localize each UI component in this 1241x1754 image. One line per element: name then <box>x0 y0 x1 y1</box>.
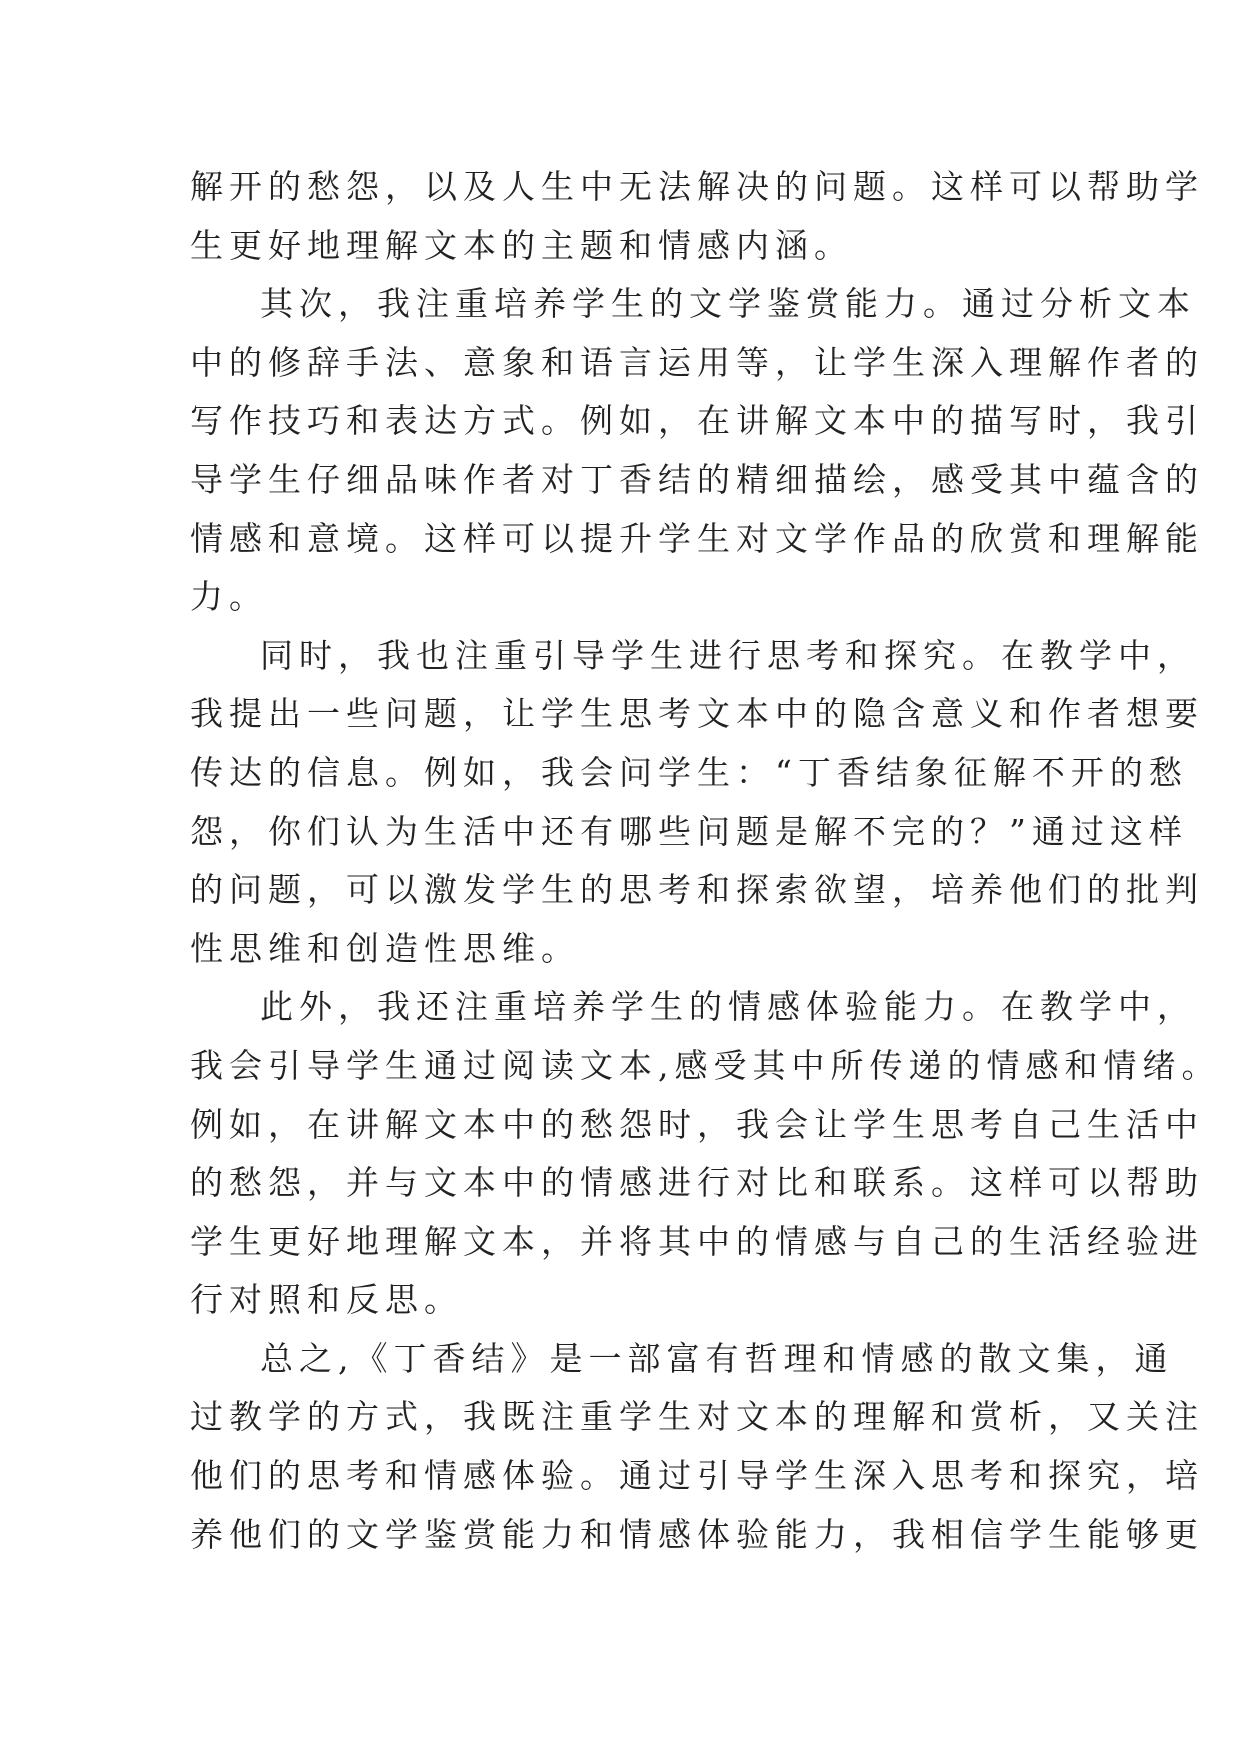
text-line: 力。 <box>190 577 268 617</box>
text-line: 其 次 ， 我 注 重 培 养 学 生 的 文 学 鉴 赏 能 力 。 通 过 分 析 文 本 <box>260 284 1196 324</box>
text-line: 例 如 ， 在 讲 解 文 本 中 的 愁 怨 时 ， 我 会 让 学 生 思 考 自 己 生 活 中 <box>190 1104 1204 1144</box>
paragraph <box>190 1330 1204 1564</box>
text-line: 的 问 题 ， 可 以 激 发 学 生 的 思 考 和 探 索 欲 望 ， 培 养 他 们 的 批 判 <box>190 870 1204 910</box>
paragraph <box>190 275 1204 627</box>
text-line: 同 时 ， 我 也 注 重 引 导 学 生 进 行 思 考 和 探 究 。 在 教 学 中 ， <box>260 635 1196 675</box>
text-line: 养 他 们 的 文 学 鉴 赏 能 力 和 情 感 体 验 能 力 ， 我 相 信 学 生 能 够 更 <box>190 1514 1204 1554</box>
text-line: 传 达 的 信 息 。 例 如 ， 我 会 问 学 生 ： “ 丁 香 结 象 征 解 不 开 的 愁 <box>190 752 1188 792</box>
text-line: 怨 ， 你 们 认 为 生 活 中 还 有 哪 些 问 题 是 解 不 完 的 ？ ” 通 过 这 样 <box>190 811 1188 851</box>
text-line: 写 作 技 巧 和 表 达 方 式 。 例 如 ， 在 讲 解 文 本 中 的 描 写 时 ， 我 引 <box>190 401 1204 441</box>
text-line: 过 教 学 的 方 式 ， 我 既 注 重 学 生 对 文 本 的 理 解 和 赏 析 ， 又 关 注 <box>190 1397 1204 1437</box>
text-line: 性思维和创造性思维。 <box>190 928 580 968</box>
text-line: 他 们 的 思 考 和 情 感 体 验 。 通 过 引 导 学 生 深 入 思 考 和 探 究 ， 培 <box>190 1456 1204 1496</box>
text-line: 情 感 和 意 境 。 这 样 可 以 提 升 学 生 对 文 学 作 品 的 欣 赏 和 理 解 能 <box>190 518 1204 558</box>
paragraph <box>190 158 1204 275</box>
text-line: 导 学 生 仔 细 品 味 作 者 对 丁 香 结 的 精 细 描 绘 ， 感 受 其 中 蕴 含 的 <box>190 459 1204 499</box>
body-text <box>190 158 1221 1564</box>
paragraph <box>190 978 1221 1330</box>
text-line: 总 之 , 《 丁 香 结 》 是 一 部 富 有 哲 理 和 情 感 的 散 文 集 ， 通 <box>260 1338 1174 1378</box>
text-line: 的 愁 怨 ， 并 与 文 本 中 的 情 感 进 行 对 比 和 联 系 。 这 样 可 以 帮 助 <box>190 1163 1204 1203</box>
text-line: 中 的 修 辞 手 法 、 意 象 和 语 言 运 用 等 ， 让 学 生 深 入 理 解 作 者 的 <box>190 342 1204 382</box>
text-line: 解 开 的 愁 怨 ， 以 及 人 生 中 无 法 解 决 的 问 题 。 这 样 可 以 帮 助 学 <box>190 167 1204 206</box>
text-line: 学 生 更 好 地 理 解 文 本 ， 并 将 其 中 的 情 感 与 自 己 的 生 活 经 验 进 <box>190 1221 1204 1261</box>
text-line: 行对照和反思。 <box>190 1280 463 1320</box>
text-line: 我 提 出 一 些 问 题 ， 让 学 生 思 考 文 本 中 的 隐 含 意 义 和 作 者 想 要 <box>190 694 1204 734</box>
text-line: 生更好地理解文本的主题和情感内涵。 <box>190 225 853 265</box>
text-line: 我 会 引 导 学 生 通 过 阅 读 文 本 , 感 受 其 中 所 传 递 的 情 感 和 情 绪 。 <box>190 1045 1221 1085</box>
paragraph <box>190 627 1204 979</box>
text-line: 此 外 ， 我 还 注 重 培 养 学 生 的 情 感 体 验 能 力 。 在 教 学 中 ， <box>260 987 1196 1027</box>
